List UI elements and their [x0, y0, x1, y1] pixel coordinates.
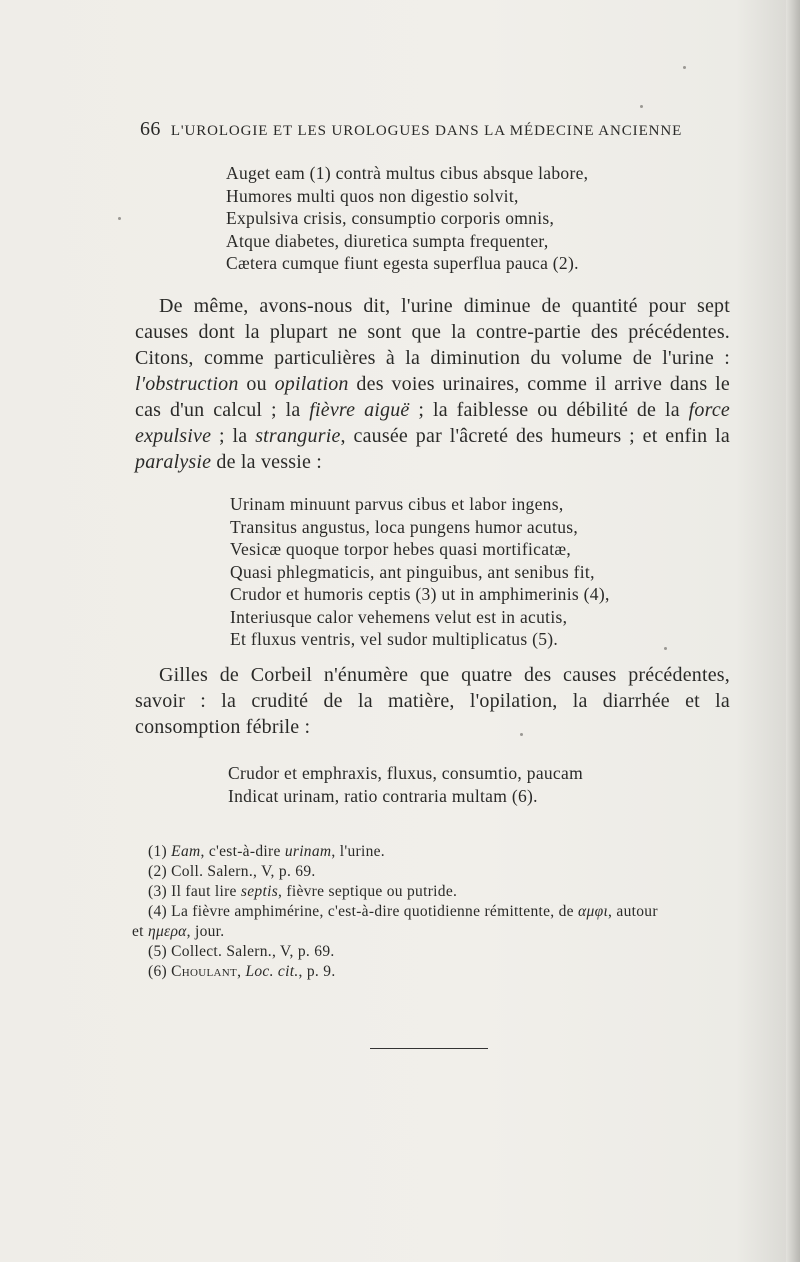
text-run: , autour	[608, 903, 658, 920]
footnote-3	[132, 882, 732, 902]
text-run: ,	[237, 963, 246, 980]
verse-line: Et fluxus ventris, vel sudor multiplicatus (5).	[230, 629, 559, 649]
text-run: Il faut lire	[171, 883, 241, 900]
page-number: 66	[140, 118, 161, 140]
text-run: , causée par l'âcreté des humeurs ; et enfin la	[340, 425, 730, 447]
footnotes	[132, 842, 732, 982]
italic-term: strangurie	[255, 425, 341, 447]
text-run: Collect. Salern., V, p. 69.	[171, 943, 335, 960]
running-header	[140, 118, 700, 141]
text-run: ; la	[211, 425, 256, 447]
paragraph-2	[135, 662, 730, 740]
paper-speck	[664, 647, 667, 650]
footnote-number: (2)	[148, 863, 167, 880]
paper-speck	[520, 733, 523, 736]
text-run: Coll. Salern., V, p. 69.	[171, 863, 316, 880]
paper-speck	[683, 66, 686, 69]
footnote-2	[132, 862, 732, 882]
verse-line: Crudor et humoris ceptis (3) ut in amphimerinis (4),	[230, 584, 610, 604]
paragraph-1	[135, 293, 730, 475]
page-edge-shadow	[786, 0, 800, 1262]
latin-verse-2	[230, 493, 610, 651]
text-run: , fièvre septique ou putride.	[278, 883, 458, 900]
text-run: des voies urinaires, comme il arrive dans le cas d'un calcul ; la	[135, 373, 730, 421]
text-run: La fièvre amphimérine, c'est-à-dire quotidienne rémittente, de	[171, 903, 579, 920]
italic-term: Eam	[171, 843, 201, 860]
footnote-5	[132, 942, 732, 962]
verse-line: Atque diabetes, diuretica sumpta frequenter,	[226, 230, 549, 251]
italic-term: Loc. cit.	[245, 963, 299, 980]
verse-line: Transitus angustus, loca pungens humor acutus,	[230, 516, 579, 537]
verse-line: Cætera cumque fiunt egesta superflua pauca (2).	[226, 253, 579, 273]
italic-term: opilation	[274, 373, 349, 395]
italic-term: septis	[240, 883, 279, 900]
verse-line: Humores multi quos non digestio solvit,	[226, 185, 519, 206]
latin-verse-3	[228, 762, 583, 807]
footnote-number: (5)	[148, 943, 167, 960]
italic-term: l'obstruction	[135, 373, 239, 395]
end-rule	[370, 1048, 488, 1049]
verse-line: Crudor et emphraxis, fluxus, consumtio, paucam	[228, 763, 583, 783]
paper-speck	[640, 105, 643, 108]
text-run: , c'est-à-dire	[200, 843, 285, 860]
footnote-1	[132, 842, 732, 862]
latin-verse-1	[226, 162, 588, 275]
text-run: ; la faiblesse ou débilité de la	[409, 399, 689, 421]
verse-line: Vesicæ quoque torpor hebes quasi mortificatæ,	[230, 539, 572, 559]
greek-word: ημερα	[147, 923, 187, 940]
italic-term: paralysie	[135, 451, 212, 473]
italic-term: fièvre aiguë	[309, 399, 410, 421]
paper-speck	[118, 217, 121, 220]
verse-line: Indicat urinam, ratio contraria multam (6).	[228, 785, 538, 806]
footnote-4	[132, 902, 732, 922]
text-run: De même, avons-nous dit, l'urine diminue de quantité pour sept causes dont la plupart ne sont que la contre-partie des précédentes. Citons, comme particulières à la diminution du volume de l'urine :	[135, 295, 730, 369]
running-title: L'UROLOGIE ET LES UROLOGUES DANS LA MÉDECINE ANCIENNE	[170, 123, 683, 139]
text-run: ou	[238, 373, 275, 395]
text-run: de la vessie :	[211, 451, 322, 473]
verse-line: Urinam minuunt parvus cibus et labor ingens,	[230, 494, 564, 514]
footnote-number: (4)	[148, 903, 167, 920]
text-run: , jour.	[186, 923, 225, 940]
footnote-number: (3)	[148, 883, 167, 900]
text-run: , l'urine.	[331, 843, 385, 860]
paragraph-text: Gilles de Corbeil n'énumère que quatre des causes précédentes, savoir : la crudité de la matière, l'opilation, la diarrhée et la consomption fébrile :	[135, 664, 730, 738]
verse-line: Auget eam (1) contrà multus cibus absque labore,	[226, 163, 589, 183]
text-run: , p. 9.	[298, 963, 336, 980]
footnote-4-continued	[132, 922, 732, 942]
footnote-number: (1)	[148, 843, 167, 860]
text-run: et	[132, 923, 148, 940]
footnote-number: (6)	[148, 963, 167, 980]
italic-term: urinam	[284, 843, 332, 860]
footnote-6	[132, 962, 732, 982]
verse-line: Interiusque calor vehemens velut est in acutis,	[230, 606, 568, 627]
verse-line: Expulsiva crisis, consumptio corporis omnis,	[226, 208, 555, 228]
author-name: Choulant	[171, 963, 238, 980]
greek-word: αμφι	[578, 903, 609, 920]
verse-line: Quasi phlegmaticis, ant pinguibus, ant senibus fit,	[230, 561, 595, 582]
italic-term: force expulsive	[135, 399, 730, 447]
